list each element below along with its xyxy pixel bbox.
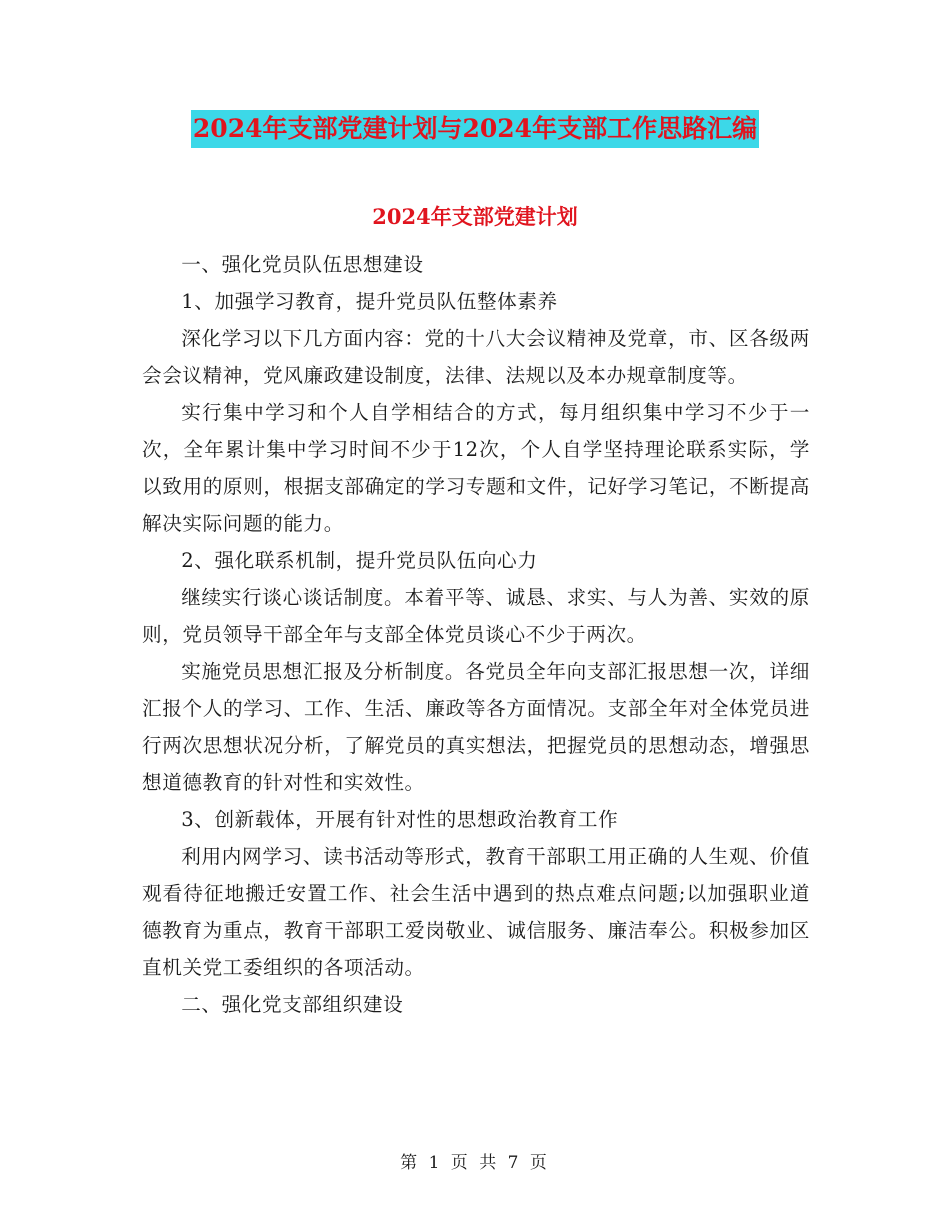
- section-title: 2024年支部党建计划: [372, 204, 578, 229]
- paragraph: 继续实行谈心谈话制度。本着平等、诚恳、求实、与人为善、实效的原则，党员领导干部全年与支部全体党员谈心不少于两次。: [142, 586, 810, 646]
- paragraph: 实行集中学习和个人自学相结合的方式，每月组织集中学习不少于一次，全年累计集中学习时间不少于12次，个人自学坚持理论联系实际，学以致用的原则，根据支部确定的学习专题和文件，记好学习笔记，不断提高解决实际问题的能力。: [142, 401, 810, 535]
- paragraph: 二、强化党支部组织建设: [181, 993, 404, 1016]
- paragraph: 2、强化联系机制，提升党员队伍向心力: [181, 549, 538, 572]
- paragraph: 深化学习以下几方面内容：党的十八大会议精神及党章，市、区各级两会会议精神，党风廉政建设制度，法律、法规以及本办规章制度等。: [142, 327, 810, 387]
- page-footer: 第 1 页 共 7 页: [400, 1153, 550, 1173]
- paragraph: 3、创新载体，开展有针对性的思想政治教育工作: [181, 808, 619, 831]
- paragraph: 实施党员思想汇报及分析制度。各党员全年向支部汇报思想一次，详细汇报个人的学习、工作、生活、廉政等各方面情况。支部全年对全体党员进行两次思想状况分析，了解党员的真实想法，把握党员的思想动态，增强思想道德教育的针对性和实效性。: [142, 660, 810, 794]
- main-title-container: [0, 110, 950, 148]
- paragraph: 一、强化党员队伍思想建设: [181, 253, 424, 276]
- body-content: [142, 246, 810, 1023]
- paragraph: 1、加强学习教育，提升党员队伍整体素养: [181, 290, 558, 313]
- main-title: 2024年支部党建计划与2024年支部工作思路汇编: [191, 110, 759, 148]
- paragraph: 利用内网学习、读书活动等形式，教育干部职工用正确的人生观、价值观看待征地搬迁安置工作、社会生活中遇到的热点难点问题;以加强职业道德教育为重点，教育干部职工爱岗敬业、诚信服务、廉洁奉公。积极参加区直机关党工委组织的各项活动。: [142, 845, 810, 979]
